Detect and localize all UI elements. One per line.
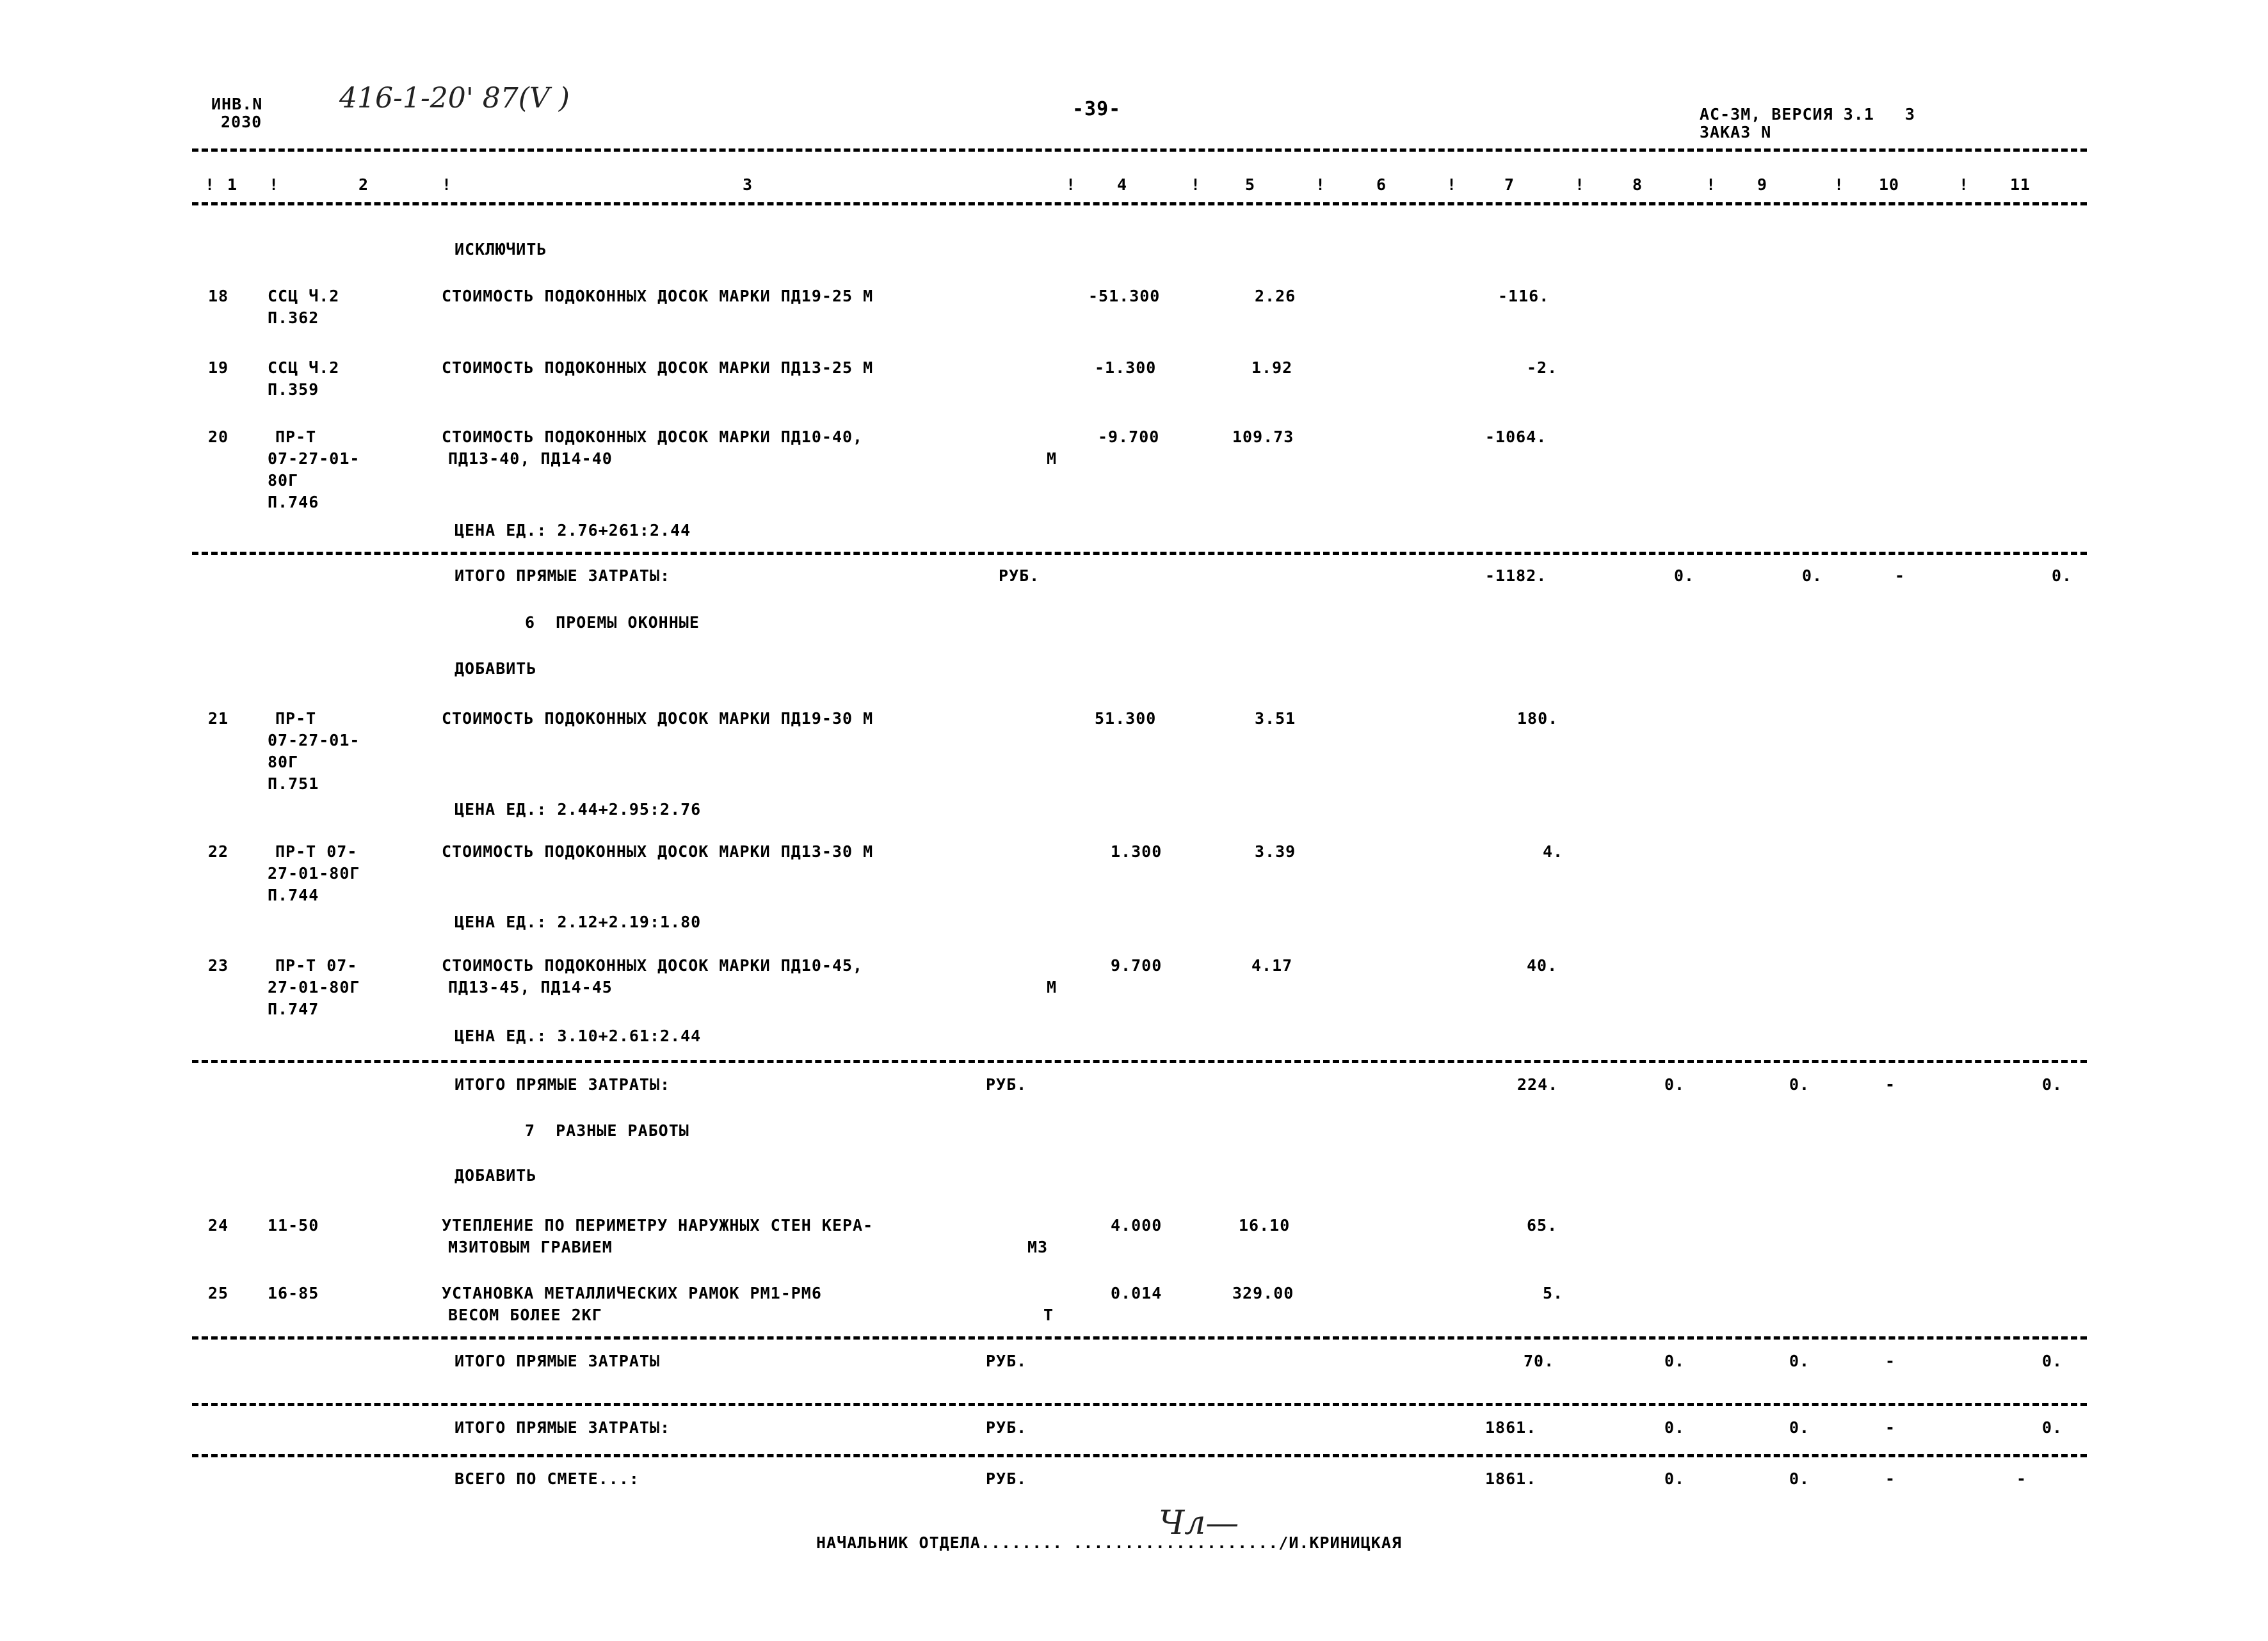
row-total: -1064. bbox=[1485, 428, 1547, 446]
row-price: 1.92 bbox=[1251, 358, 1293, 377]
row-code: 27-01-80Г bbox=[268, 978, 360, 997]
col-3: 3 bbox=[743, 175, 753, 194]
row-unit: Т bbox=[1043, 1306, 1054, 1324]
subtotal-value: 0. bbox=[2042, 1075, 2063, 1094]
row-code: 11-50 bbox=[268, 1216, 319, 1235]
row-price: 16.10 bbox=[1239, 1216, 1291, 1235]
row-description-cont: ПД13-45, ПД14-45 bbox=[448, 978, 613, 997]
row-number: 25 bbox=[208, 1284, 229, 1302]
subtotal-value: 0. bbox=[1674, 566, 1695, 585]
row-description: СТОИМОСТЬ ПОДОКОННЫХ ДОСОК МАРКИ ПД10-45, bbox=[442, 956, 864, 975]
row-code: ПР-Т bbox=[275, 428, 317, 446]
col-4: 4 bbox=[1117, 175, 1128, 194]
row-code: П.747 bbox=[268, 1000, 319, 1018]
subtotal-value: 224. bbox=[1517, 1075, 1559, 1094]
subtotal-currency: РУБ. bbox=[986, 1075, 1027, 1094]
row-number: 23 bbox=[208, 956, 229, 975]
row-code: 07-27-01- bbox=[268, 449, 360, 468]
row-price: 3.51 bbox=[1255, 709, 1296, 728]
row-quantity: 4.000 bbox=[1111, 1216, 1162, 1235]
signature: Чл— bbox=[1159, 1504, 1239, 1542]
subtotal-currency: РУБ. bbox=[999, 566, 1040, 585]
row-quantity: 9.700 bbox=[1111, 956, 1162, 975]
subtotal-value: 0. bbox=[1789, 1352, 1810, 1370]
row-price: 4.17 bbox=[1251, 956, 1293, 975]
page-number: -39- bbox=[1072, 98, 1122, 120]
row-unit: М3 bbox=[1027, 1238, 1049, 1256]
row-number: 22 bbox=[208, 842, 229, 861]
row-quantity: 0.014 bbox=[1111, 1284, 1162, 1302]
estimate-total-value: 0. bbox=[1789, 1469, 1810, 1488]
subtotal-value: - bbox=[1885, 1075, 1896, 1094]
row-description: УСТАНОВКА МЕТАЛЛИЧЕСКИХ РАМОК РМ1-РМ6 bbox=[442, 1284, 822, 1302]
row-description: СТОИМОСТЬ ПОДОКОННЫХ ДОСОК МАРКИ ПД19-30 М bbox=[442, 709, 874, 728]
col-1: 1 bbox=[227, 175, 238, 194]
add-label: ДОБАВИТЬ bbox=[454, 1166, 537, 1185]
row-quantity: -9.700 bbox=[1098, 428, 1160, 446]
order-number: ЗАКАЗ N bbox=[1700, 123, 1772, 141]
row-unit: М bbox=[1047, 449, 1058, 468]
row-price: 2.26 bbox=[1255, 287, 1296, 305]
row-quantity: 51.300 bbox=[1095, 709, 1157, 728]
subtotal-value: - bbox=[1895, 566, 1906, 585]
grand-total-value: 0. bbox=[1664, 1418, 1685, 1437]
subtotal-value: - bbox=[1885, 1352, 1896, 1370]
row-description-cont: ПД13-40, ПД14-40 bbox=[448, 449, 613, 468]
row-price: 109.73 bbox=[1232, 428, 1294, 446]
subtotal-label: ИТОГО ПРЯМЫЕ ЗАТРАТЫ: bbox=[454, 566, 671, 585]
signature-line: НАЧАЛЬНИК ОТДЕЛА........ ..................../И.КРИНИЦКАЯ bbox=[816, 1533, 1402, 1552]
subtotal-value: -1182. bbox=[1485, 566, 1547, 585]
subtotal-label: ИТОГО ПРЯМЫЕ ЗАТРАТЫ: bbox=[454, 1075, 671, 1094]
col-10: 10 bbox=[1879, 175, 1900, 194]
row-code: ССЦ Ч.2 bbox=[268, 287, 340, 305]
subtotal-value: 70. bbox=[1524, 1352, 1555, 1370]
row-code: ПР-Т bbox=[275, 709, 317, 728]
row-number: 21 bbox=[208, 709, 229, 728]
row-code: П.751 bbox=[268, 774, 319, 793]
estimate-total-value: 0. bbox=[1664, 1469, 1685, 1488]
subtotal-value: 0. bbox=[1664, 1075, 1685, 1094]
subtotal-value: 0. bbox=[1664, 1352, 1685, 1370]
row-price: 329.00 bbox=[1232, 1284, 1294, 1302]
row-total: 4. bbox=[1543, 842, 1564, 861]
subtotal-value: 0. bbox=[2052, 566, 2073, 585]
price-note: ЦЕНА ЕД.: 2.76+261:2.44 bbox=[454, 521, 691, 540]
row-total: 40. bbox=[1527, 956, 1558, 975]
col-6: 6 bbox=[1376, 175, 1387, 194]
section-title: 6 ПРОЕМЫ ОКОННЫЕ bbox=[525, 613, 700, 632]
estimate-total-rule bbox=[192, 1454, 2087, 1457]
row-total: 5. bbox=[1543, 1284, 1564, 1302]
subtotal-currency: РУБ. bbox=[986, 1352, 1027, 1370]
row-number: 24 bbox=[208, 1216, 229, 1235]
row-code: 07-27-01- bbox=[268, 731, 360, 749]
col-8: 8 bbox=[1632, 175, 1643, 194]
program-version: АС-3М, ВЕРСИЯ 3.1 3 bbox=[1700, 105, 1916, 124]
row-description: СТОИМОСТЬ ПОДОКОННЫХ ДОСОК МАРКИ ПД13-30 М bbox=[442, 842, 874, 861]
row-code: 27-01-80Г bbox=[268, 864, 360, 883]
subtotal-value: 0. bbox=[2042, 1352, 2063, 1370]
grand-total-currency: РУБ. bbox=[986, 1418, 1027, 1437]
row-code: П.746 bbox=[268, 493, 319, 511]
section-rule bbox=[192, 552, 2087, 555]
row-total: 65. bbox=[1527, 1216, 1558, 1235]
price-note: ЦЕНА ЕД.: 3.10+2.61:2.44 bbox=[454, 1027, 702, 1045]
row-total: -2. bbox=[1527, 358, 1558, 377]
row-code: ПР-Т 07- bbox=[275, 842, 358, 861]
inventory-label: ИНВ.N bbox=[211, 95, 263, 113]
row-code: 80Г bbox=[268, 471, 299, 490]
col-2: 2 bbox=[358, 175, 369, 194]
estimate-total-currency: РУБ. bbox=[986, 1469, 1027, 1488]
row-number: 20 bbox=[208, 428, 229, 446]
row-number: 19 bbox=[208, 358, 229, 377]
row-code: П.362 bbox=[268, 308, 319, 327]
col-9: 9 bbox=[1757, 175, 1768, 194]
col-11: 11 bbox=[2010, 175, 2031, 194]
grand-total-value: 0. bbox=[2042, 1418, 2063, 1437]
header-rule-top bbox=[192, 148, 2087, 152]
add-label: ДОБАВИТЬ bbox=[454, 659, 537, 678]
handwritten-project-code: 416-1-20' 87(V ) bbox=[339, 82, 570, 115]
row-code: 80Г bbox=[268, 753, 299, 771]
grand-total-value: 1861. bbox=[1485, 1418, 1537, 1437]
estimate-total-value: 1861. bbox=[1485, 1469, 1537, 1488]
row-code: П.744 bbox=[268, 886, 319, 904]
row-description: УТЕПЛЕНИЕ ПО ПЕРИМЕТРУ НАРУЖНЫХ СТЕН КЕРА- bbox=[442, 1216, 874, 1235]
grand-total-label: ИТОГО ПРЯМЫЕ ЗАТРАТЫ: bbox=[454, 1418, 671, 1437]
exclude-label: ИСКЛЮЧИТЬ bbox=[454, 240, 547, 259]
section-rule bbox=[192, 1060, 2087, 1063]
row-code: ПР-Т 07- bbox=[275, 956, 358, 975]
row-number: 18 bbox=[208, 287, 229, 305]
col-7: 7 bbox=[1504, 175, 1515, 194]
row-description-cont: МЗИТОВЫМ ГРАВИЕМ bbox=[448, 1238, 613, 1256]
subtotal-label: ИТОГО ПРЯМЫЕ ЗАТРАТЫ bbox=[454, 1352, 661, 1370]
row-code: П.359 bbox=[268, 380, 319, 399]
col-5: 5 bbox=[1245, 175, 1256, 194]
row-code: 16-85 bbox=[268, 1284, 319, 1302]
row-description: СТОИМОСТЬ ПОДОКОННЫХ ДОСОК МАРКИ ПД19-25 М bbox=[442, 287, 874, 305]
row-quantity: -51.300 bbox=[1088, 287, 1161, 305]
row-total: 180. bbox=[1517, 709, 1559, 728]
section-rule bbox=[192, 1336, 2087, 1340]
grand-total-rule bbox=[192, 1403, 2087, 1406]
row-quantity: 1.300 bbox=[1111, 842, 1162, 861]
price-note: ЦЕНА ЕД.: 2.12+2.19:1.80 bbox=[454, 913, 702, 931]
subtotal-value: 0. bbox=[1802, 566, 1823, 585]
inventory-number: 2030 bbox=[221, 113, 262, 131]
estimate-total-label: ВСЕГО ПО СМЕТЕ...: bbox=[454, 1469, 639, 1488]
row-description: СТОИМОСТЬ ПОДОКОННЫХ ДОСОК МАРКИ ПД13-25 М bbox=[442, 358, 874, 377]
header-rule-bottom bbox=[192, 202, 2087, 205]
row-unit: М bbox=[1047, 978, 1058, 997]
row-quantity: -1.300 bbox=[1095, 358, 1157, 377]
row-code: ССЦ Ч.2 bbox=[268, 358, 340, 377]
row-description-cont: ВЕСОМ БОЛЕЕ 2КГ bbox=[448, 1306, 602, 1324]
row-price: 3.39 bbox=[1255, 842, 1296, 861]
row-total: -116. bbox=[1498, 287, 1550, 305]
subtotal-value: 0. bbox=[1789, 1075, 1810, 1094]
section-title: 7 РАЗНЫЕ РАБОТЫ bbox=[525, 1121, 689, 1140]
estimate-total-value: - bbox=[1885, 1469, 1896, 1488]
estimate-total-value: - bbox=[2016, 1469, 2027, 1488]
row-description: СТОИМОСТЬ ПОДОКОННЫХ ДОСОК МАРКИ ПД10-40, bbox=[442, 428, 864, 446]
grand-total-value: 0. bbox=[1789, 1418, 1810, 1437]
grand-total-value: - bbox=[1885, 1418, 1896, 1437]
price-note: ЦЕНА ЕД.: 2.44+2.95:2.76 bbox=[454, 800, 702, 819]
